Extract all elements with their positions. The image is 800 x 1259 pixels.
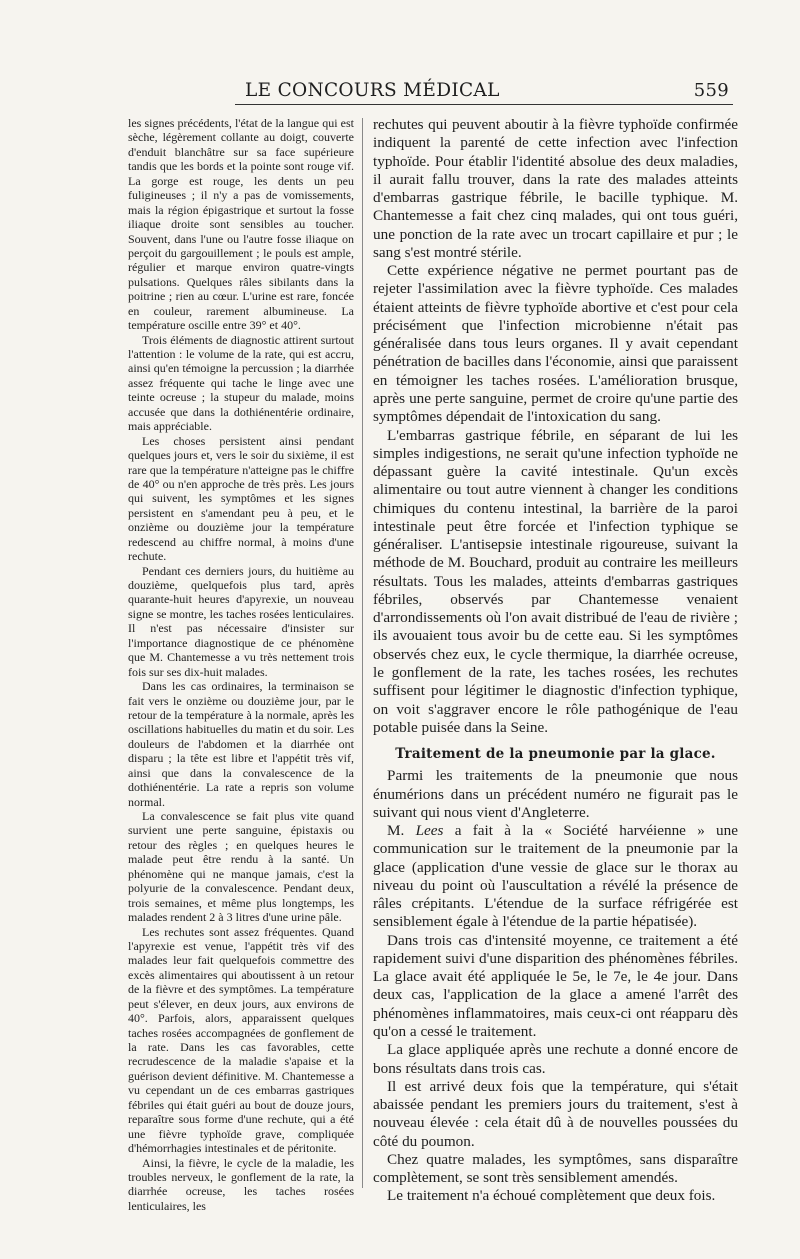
text-run: M.	[387, 822, 416, 840]
paragraph: Dans trois cas d'intensité moyenne, ce traitement a été rapidement suivi d'une disparition des phénomènes fébriles. La glace avait été appliquée le 5e, le 7e, le 4e jour. Dans deux cas, l'application de la glace a amené l'arrêt des phénomènes inflammatoires, mais ceux-ci ont réapparu dès qu'on a cessé le traitement.	[373, 931, 738, 1041]
journal-title: LE CONCOURS MÉDICAL	[245, 80, 500, 101]
paragraph: Cette expérience négative ne permet pourtant pas de rejeter l'assimilation avec la fièvre typhoïde. Ces malades étaient atteints de fièvre typhoïde abortive et c'est pour cela précisément que l'infection microbienne n'était pas généralisée dans tous leurs organes. Il y avait cependant pénétration de bacilles dans l'économie, ainsi que paraissent en témoigner les taches rosées. L'amélioration brusque, après une perte sanguine, permet de croire qu'une partie des symptômes dépendait de l'intoxication du sang.	[373, 262, 738, 426]
paragraph: Les choses persistent ainsi pendant quelques jours et, vers le soir du sixième, il est rare que la température n'atteigne pas le chiffre de 40° ou n'en approche de très près. Les jours qui suivent, les symptômes et les signes persistent en s'amendant peu à peu, et le onzième ou douzième jour la température redescend au chiffre normal, à moins d'une rechute.	[128, 433, 354, 564]
paragraph: Le traitement n'a échoué complètement que deux fois.	[387, 1187, 716, 1205]
paragraph: Il est arrivé deux fois que la température, qui s'était abaissée pendant les premiers jours du traitement, s'est à nouveau élevée : cela était dû à de nouvelles poussées du côté du poumon.	[373, 1077, 738, 1150]
paragraph: La convalescence se fait plus vite quand survient une perte sanguine, épistaxis ou retour des règles ; en quelques heures le malade peut être rendu à la santé. Un phénomène qui ne manque jamais, c'est la polyurie de la convalescence. Pendant deux, trois semaines, et même plus longtemps, les malades rendent 2 à 3 litres d'une urine pâle.	[128, 809, 354, 925]
paragraph: les signes précédents, l'état de la langue qui est sèche, légèrement collante au doigt, couverte d'enduit blanchâtre sur sa face supérieure tandis que les bords et la pointe sont rouge vif. La gorge est rouge, les dents un peu fuligineuses ; il n'y a pas de vomissements, mais la région épigastrique et surtout la fosse iliaque droite sont sensibles au toucher. Souvent, dans l'une ou l'autre fosse iliaque on perçoit du gargouillement ; le pouls est ample, régulier et marque environ quatre-vingts pulsations. Quelques râles sibilants dans la poitrine ; rien au cœur. L'urine est rare, foncée en couleur, rarement albumineuse. La température oscille entre 39° et 40°.	[128, 116, 354, 333]
paragraph: Dans les cas ordinaires, la terminaison se fait vers le onzième ou douzième jour, par le retour de la température à la normale, après les oscillations habituelles du matin et du soir. Les douleurs de l'abdomen et la diarrhée ont disparu ; la tête est libre et l'appétit très vif, ainsi que dans la convalescence de la dothiénentérie. La rate a repris son volume normal.	[128, 679, 354, 809]
left-column	[128, 116, 354, 1213]
paragraph: Ainsi, la fièvre, le cycle de la maladie, les troubles nerveux, le gonflement de la rate, la diarrhée ocreuse, les taches rosées lenticulaires, les	[128, 1155, 354, 1213]
right-column	[373, 116, 738, 1206]
paragraph: rechutes qui peuvent aboutir à la fièvre typhoïde confirmée indiquent la parenté de cette infection avec l'infection typhoïde. Pour établir l'identité absolue des deux maladies, il aurait fallu trouver, dans la rate des malades atteints d'embarras gastrique fébrile, le bacille typhique. M. Chantemesse a fait chez cinq malades, qui ont tous guéri, une ponction de la rate avec un trocart capillaire et pur ; le sang s'est montré stérile.	[373, 116, 738, 261]
paragraph: La glace appliquée après une rechute a donné encore de bons résultats dans trois cas.	[373, 1041, 738, 1077]
text-run: a fait à la « Société harvéienne » une communication sur le traitement de la pneumonie par la glace (application d'une vessie de glace sur le thorax au niveau du point où l'auscultation a révélé la présence de râles crépitants. L'étendue de la surface réfrigérée est sensiblement égale à l'étendue de la partie hépatisée).	[373, 822, 738, 931]
paragraph: L'embarras gastrique fébrile, en séparant de lui les simples indigestions, ne serait qu'une infection typhoïde ne dépassant guère la cavité intestinale. Qu'un excès alimentaire ou tout autre viennent à changer les conditions chimiques du contenu intestinal, la barrière de la paroi intestinale peut être forcée et l'infection typhique se généraliser. L'antisepsie intestinale rigoureuse, suivant la méthode de M. Bouchard, produit au contraire les meilleurs résultats. Tous les malades, atteints d'embarras gastriques fébriles, observés par Chantemesse venaient d'arrondissements où l'on avait distribué de l'eau de rivière ; ils avouaient tous avoir bu de cette eau. Si les symptômes observés chez eux, le cycle thermique, la diarrhée ocreuse, le gonflement de la rate, les taches rosées, les rechutes suffisent pour légitimer le diagnostic d'infection typhique, on voit s'aggraver encore le rôle pathogénique de l'eau potable puisée dans la Seine.	[373, 426, 738, 736]
header-rule	[235, 104, 733, 105]
paragraph: Les rechutes sont assez fréquentes. Quand l'apyrexie est venue, l'appétit très vif des malades leur fait quelquefois commettre des excès alimentaires qui aboutissent à un retour de la fièvre et des symptômes. La température peut s'élever, en deux jours, aux environs de 40°. Parfois, alors, apparaissent quelques taches rosées accompagnées de gonflement de la rate. Dans les cas favorables, cette recrudescence de la maladie s'apaise et la guérison devient définitive. M. Chantemesse a vu cependant un de ces embarras gastriques fébriles qui était guéri au bout de douze jours, reparaître sous forme d'une rechute, qui a été une fièvre typhoïde grave, compliquée d'hémorrhagies intestinales et de péritonite.	[128, 924, 354, 1156]
paragraph: Pendant ces derniers jours, du huitième au douzième, quelquefois plus tard, après quarante-huit heures d'apyrexie, un nouveau signe se montre, les taches rosées lenticulaires. Il n'est pas nécessaire d'insister sur l'importance diagnostique de ce phénomène que M. Chantemesse a vu très nettement trois fois sur ses dix-huit malades.	[128, 563, 354, 679]
column-divider	[362, 118, 363, 1188]
paragraph: Chez quatre malades, les symptômes, sans disparaître complètement, se sont très sensiblement amendés.	[373, 1150, 738, 1187]
paragraph: Trois éléments de diagnostic attirent surtout l'attention : le volume de la rate, qui est accru, ainsi qu'en témoigne la percussion ; la diarrhée assez fréquente qui tache le linge avec une teinte ocreuse ; la stupeur du malade, moins accusée que dans la dothiénentérie ordinaire, mais appréciable.	[128, 332, 354, 434]
running-header	[245, 80, 731, 104]
author-name: Lees	[415, 822, 444, 840]
paragraph	[373, 822, 738, 932]
section-title: Traitement de la pneumonie par la glace.	[395, 746, 716, 763]
page-number: 559	[693, 80, 729, 101]
paragraph: Parmi les traitements de la pneumonie que nous énumérions dans un précédent numéro ne figurait pas le suivant qui nous vient d'Angleterre.	[373, 767, 738, 821]
